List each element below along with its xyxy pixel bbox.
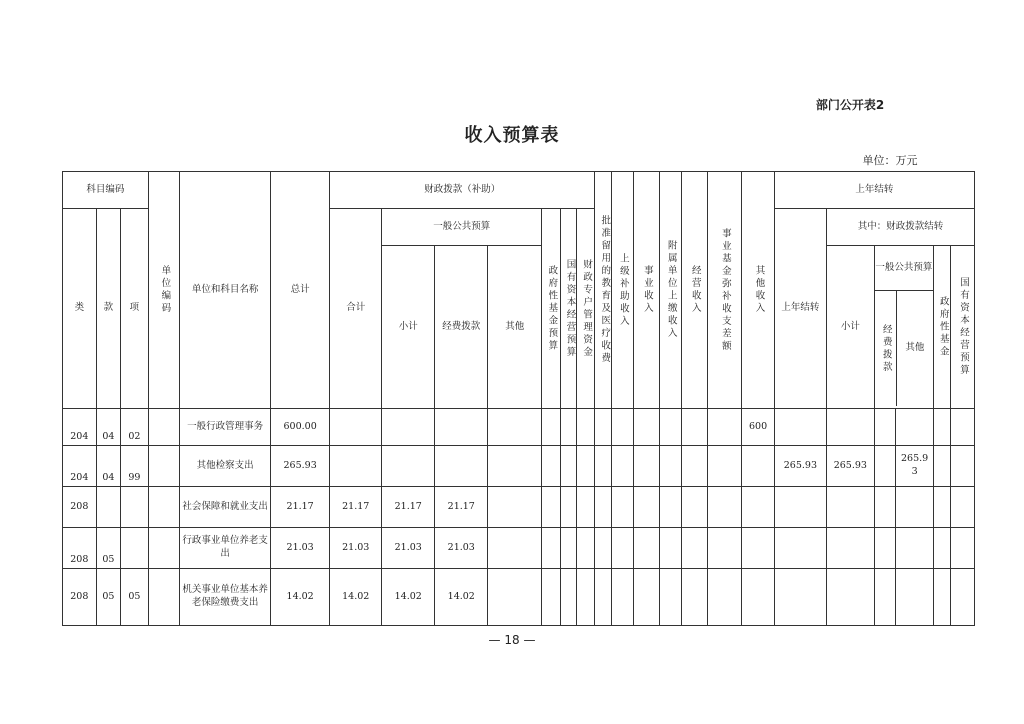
cell-total: 265.93	[271, 446, 330, 487]
fund-makeup-header: 事业基金弥补收支差额	[707, 172, 742, 409]
cell-operating-income	[682, 528, 707, 569]
subject-code-header: 科目编码	[63, 172, 149, 209]
cell-carry-other	[896, 528, 934, 569]
cell-subtotal	[382, 446, 435, 487]
cell-gov-fund	[542, 446, 560, 487]
cell-fund-makeup	[707, 446, 742, 487]
cell-fiscal-total	[330, 446, 382, 487]
unit-subject-name-header: 单位和科目名称	[180, 172, 271, 409]
cell-xiang	[121, 487, 149, 528]
cell-total: 21.17	[271, 487, 330, 528]
page-number: — 18 —	[488, 633, 536, 647]
cell-affiliate-remit	[659, 569, 681, 626]
cell-lei: 208	[63, 487, 97, 528]
fiscal-total-header: 合计	[330, 209, 382, 409]
cell-carry-subtotal	[826, 409, 874, 446]
cell-name: 机关事业单位基本养老保险缴费支出	[180, 569, 271, 626]
cell-fund-makeup	[707, 487, 742, 528]
cell-xiang	[121, 528, 149, 569]
cell-gov-fund	[542, 528, 560, 569]
cell-carry-subtotal	[826, 487, 874, 528]
xiang-header: 项	[121, 209, 149, 409]
cell-operating-income	[682, 446, 707, 487]
cell-operating-income	[682, 409, 707, 446]
cell-retained	[595, 528, 611, 569]
cell-retained	[595, 487, 611, 528]
table-row	[63, 528, 975, 569]
cell-carry-other	[896, 409, 934, 446]
unit-code-header: 单位编码	[148, 172, 180, 409]
cell-other	[488, 487, 542, 528]
cell-carry-gov-fund	[933, 409, 950, 446]
unit-label: 单位：万元	[862, 154, 918, 167]
cell-funding	[435, 409, 488, 446]
cell-retained	[595, 446, 611, 487]
cell-retained	[595, 409, 611, 446]
cell-fund-makeup	[707, 409, 742, 446]
cell-name: 其他检察支出	[180, 446, 271, 487]
cell-carryover: 265.93	[774, 446, 826, 487]
other-income-header: 其他收入	[742, 172, 775, 409]
cell-lei: 204	[63, 446, 97, 487]
cell-affiliate-remit	[659, 409, 681, 446]
cell-fiscal-total	[330, 409, 382, 446]
cell-state-capital	[560, 409, 576, 446]
cell-affiliate-remit	[659, 487, 681, 528]
cell-other	[488, 569, 542, 626]
cell-business-income	[634, 569, 659, 626]
cell-total: 600.00	[271, 409, 330, 446]
cell-carry-subtotal	[826, 528, 874, 569]
cell-total: 21.03	[271, 528, 330, 569]
cell-fund-makeup	[707, 528, 742, 569]
cell-other-income: 600	[742, 409, 775, 446]
cell-carry-state-capital	[951, 487, 975, 528]
cell-carry-state-capital	[951, 528, 975, 569]
cell-superior-subsidy	[611, 528, 633, 569]
general-budget-header: 一般公共预算	[382, 209, 542, 246]
cell-carry-gov-fund	[933, 487, 950, 528]
cell-business-income	[634, 487, 659, 528]
header-row-1	[63, 172, 975, 209]
cell-funding	[435, 446, 488, 487]
cell-fiscal-total: 14.02	[330, 569, 382, 626]
cell-other	[488, 446, 542, 487]
cell-state-capital	[560, 446, 576, 487]
cell-funding: 21.03	[435, 528, 488, 569]
carry-state-capital-header: 国有资本经营预算	[951, 246, 975, 409]
kuan-header: 款	[96, 209, 120, 409]
cell-carry-subtotal: 265.93	[826, 446, 874, 487]
cell-business-income	[634, 528, 659, 569]
cell-carry-gov-fund	[933, 446, 950, 487]
cell-business-income	[634, 409, 659, 446]
cell-carryover	[774, 528, 826, 569]
cell-xiang: 05	[121, 569, 149, 626]
fiscal-special-header: 财政专户管理资金	[576, 209, 594, 409]
cell-unit-code	[148, 528, 180, 569]
cell-kuan: 05	[96, 528, 120, 569]
cell-state-capital	[560, 528, 576, 569]
cell-other	[488, 409, 542, 446]
cell-carry-funding	[874, 569, 895, 626]
superior-subsidy-header: 上级补助收入	[611, 172, 633, 409]
state-capital-header: 国有资本经营预算	[560, 209, 576, 409]
income-budget-table	[62, 171, 975, 626]
page-title: 收入预算表	[464, 125, 560, 146]
affiliate-remit-header: 附属单位上缴收入	[659, 172, 681, 409]
cell-other-income	[742, 528, 775, 569]
cell-kuan	[96, 487, 120, 528]
cell-carry-other	[896, 487, 934, 528]
cell-carryover	[774, 569, 826, 626]
cell-fiscal-special	[576, 446, 594, 487]
cell-unit-code	[148, 569, 180, 626]
cell-carry-subtotal	[826, 569, 874, 626]
cell-state-capital	[560, 487, 576, 528]
cell-name: 社会保障和就业支出	[180, 487, 271, 528]
cell-lei: 204	[63, 409, 97, 446]
cell-operating-income	[682, 569, 707, 626]
cell-superior-subsidy	[611, 487, 633, 528]
cell-fiscal-total: 21.03	[330, 528, 382, 569]
cell-carryover	[774, 409, 826, 446]
cell-fiscal-special	[576, 409, 594, 446]
subtotal-header: 小计	[382, 246, 435, 409]
cell-state-capital	[560, 569, 576, 626]
cell-subtotal: 21.17	[382, 487, 435, 528]
cell-gov-fund	[542, 487, 560, 528]
cell-carry-gov-fund	[933, 528, 950, 569]
cell-fiscal-special	[576, 569, 594, 626]
total-header: 总计	[271, 172, 330, 409]
cell-retained	[595, 569, 611, 626]
cell-gov-fund	[542, 569, 560, 626]
cell-subtotal: 14.02	[382, 569, 435, 626]
cell-name: 行政事业单位养老支出	[180, 528, 271, 569]
of-which-header: 其中：财政拨款结转	[826, 209, 974, 246]
cell-lei: 208	[63, 569, 97, 626]
cell-funding: 14.02	[435, 569, 488, 626]
cell-other-income	[742, 569, 775, 626]
cell-gov-fund	[542, 409, 560, 446]
cell-kuan: 04	[96, 409, 120, 446]
fiscal-allocation-header: 财政拨款（补助）	[330, 172, 595, 209]
cell-affiliate-remit	[659, 528, 681, 569]
cell-carry-state-capital	[951, 409, 975, 446]
retained-fees-header: 批准留用的教育及医疗收费	[595, 172, 611, 409]
cell-subtotal: 21.03	[382, 528, 435, 569]
table-row	[63, 409, 975, 446]
cell-fiscal-special	[576, 487, 594, 528]
cell-subtotal	[382, 409, 435, 446]
cell-kuan: 05	[96, 569, 120, 626]
lei-header: 类	[63, 209, 97, 409]
cell-carry-gov-fund	[933, 569, 950, 626]
cell-fiscal-special	[576, 528, 594, 569]
cell-carry-funding	[874, 446, 895, 487]
cell-carry-funding	[874, 409, 895, 446]
cell-carry-other	[896, 569, 934, 626]
cell-kuan: 04	[96, 446, 120, 487]
cell-lei: 208	[63, 528, 97, 569]
cell-carryover	[774, 487, 826, 528]
carry-other-header: 其他	[905, 342, 925, 354]
gov-fund-header: 政府性基金预算	[542, 209, 560, 409]
cell-carry-funding	[874, 487, 895, 528]
carry-subtotal-header: 小计	[826, 246, 874, 409]
carry-general-budget-header	[874, 246, 933, 409]
table-row	[63, 487, 975, 528]
cell-other-income	[742, 487, 775, 528]
table-row	[63, 446, 975, 487]
form-number: 部门公开表2	[815, 98, 885, 112]
cell-affiliate-remit	[659, 446, 681, 487]
cell-funding: 21.17	[435, 487, 488, 528]
funding-header: 经费拨款	[435, 246, 488, 409]
cell-carry-state-capital	[951, 446, 975, 487]
carryover-header: 上年结转	[774, 172, 974, 209]
cell-superior-subsidy	[611, 569, 633, 626]
cell-carry-funding	[874, 528, 895, 569]
cell-operating-income	[682, 487, 707, 528]
cell-name: 一般行政管理事务	[180, 409, 271, 446]
cell-unit-code	[148, 487, 180, 528]
cell-xiang: 99	[121, 446, 149, 487]
business-income-header: 事业收入	[634, 172, 659, 409]
carry-gov-fund-header: 政府性基金	[933, 246, 950, 409]
cell-carry-other: 265.93	[896, 446, 934, 487]
cell-business-income	[634, 446, 659, 487]
cell-fund-makeup	[707, 569, 742, 626]
carryover-sub-header: 上年结转	[774, 209, 826, 409]
cell-unit-code	[148, 446, 180, 487]
carry-funding-header: 经费拨款	[875, 291, 897, 406]
cell-carry-state-capital	[951, 569, 975, 626]
cell-fiscal-total: 21.17	[330, 487, 382, 528]
cell-other	[488, 528, 542, 569]
cell-total: 14.02	[271, 569, 330, 626]
cell-superior-subsidy	[611, 409, 633, 446]
cell-superior-subsidy	[611, 446, 633, 487]
cell-unit-code	[148, 409, 180, 446]
cell-xiang: 02	[121, 409, 149, 446]
cell-other-income	[742, 446, 775, 487]
table-row	[63, 569, 975, 626]
operating-income-header: 经营收入	[682, 172, 707, 409]
other-header: 其他	[488, 246, 542, 409]
carry-general-budget-label: 一般公共预算	[875, 246, 933, 291]
